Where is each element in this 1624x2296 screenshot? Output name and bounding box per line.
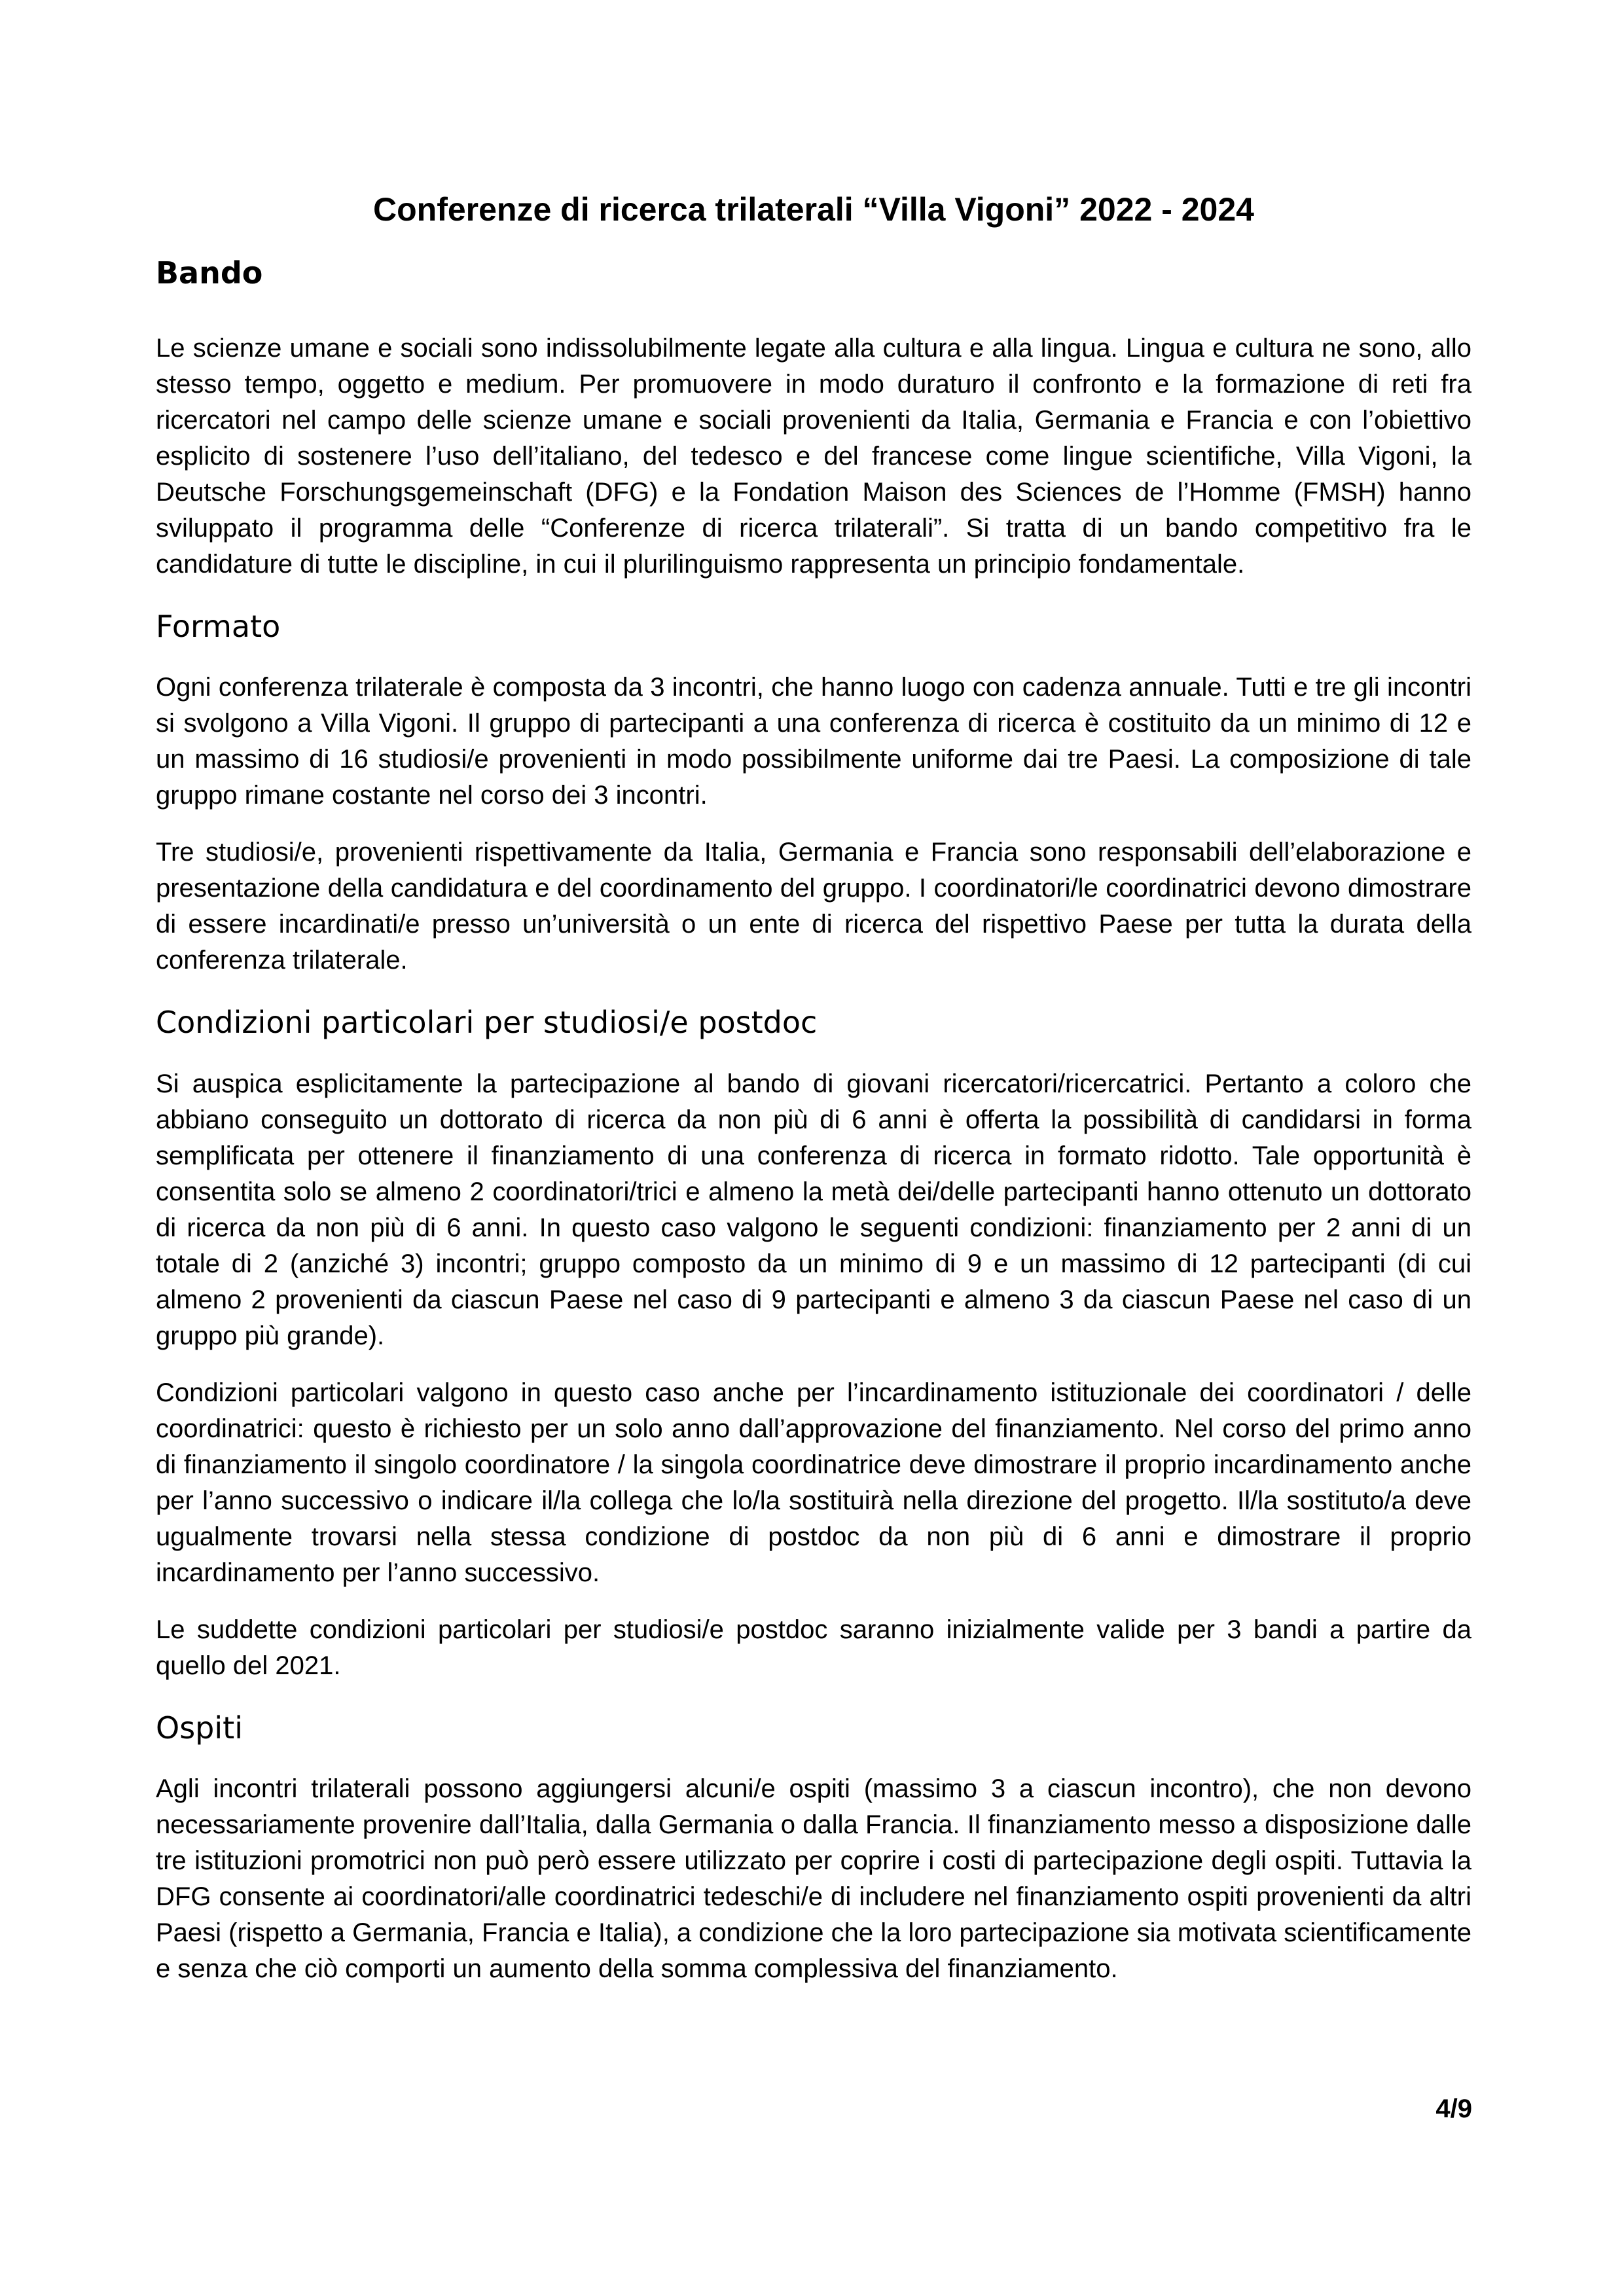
section-heading-bando: Bando: [156, 255, 263, 291]
paragraph-postdoc-3: Le suddette condizioni particolari per studiosi/e postdoc saranno inizialmente valide per 3 bandi a partire da quello del 2021.: [156, 1615, 1471, 1680]
page-number: 4/9: [1435, 2094, 1472, 2123]
paragraph-bando-1: Le scienze umane e sociali sono indissolubilmente legate alla cultura e alla lingua. Lingua e cultura ne sono, allo stesso tempo, oggetto e medium. Per promuovere in modo duraturo il confronto e la formazione di reti fra ricercatori nel campo delle scienze umane e sociali provenienti da Italia, Germania e Francia e con l’obiettivo esplicito di sostenere l’uso dell’italiano, del tedesco e del francese come lingue scientifiche, Villa Vigoni, la Deutsche Forschungsgemeinschaft (DFG) e la Fondation Maison des Sciences de l’Homme (FMSH) hanno sviluppato il programma delle “Conferenze di ricerca trilaterali”. Si tratta di un bando competitivo fra le candidature di tutte le discipline, in cui il plurilinguismo rappresenta un principio fondamentale.: [156, 334, 1471, 579]
paragraph-ospiti-1: Agli incontri trilaterali possono aggiungersi alcuni/e ospiti (massimo 3 a ciascun incontro), che non devono necessariamente provenire dall’Italia, dalla Germania o dalla Francia. Il finanziamento messo a disposizione dalle tre istituzioni promotrici non può però essere utilizzato per coprire i costi di partecipazione degli ospiti. Tuttavia la DFG consente ai coordinatori/alle coordinatrici tedeschi/e di includere nel finanziamento ospiti provenienti da altri Paesi (rispetto a Germania, Francia e Italia), a condizione che la loro partecipazione sia motivata scientificamente e senza che ciò comporti un aumento della somma complessiva del finanziamento.: [156, 1774, 1471, 1983]
paragraph-postdoc-1: Si auspica esplicitamente la partecipazione al bando di giovani ricercatori/ricercatrici. Pertanto a coloro che abbiano conseguito un dottorato di ricerca da non più di 6 anni è offerta la possibilità di candidarsi in forma semplificata per ottenere il finanziamento di una conferenza di ricerca in formato ridotto. Tale opportunità è consentita solo se almeno 2 coordinatori/trici e almeno la metà dei/delle partecipanti hanno ottenuto un dottorato di ricerca da non più di 6 anni. In questo caso valgono le seguenti condizioni: finanziamento per 2 anni di un totale di 2 (anziché 3) incontri; gruppo composto da un minimo di 9 e un massimo di 12 partecipanti (di cui almeno 2 provenienti da ciascun Paese nel caso di 9 partecipanti e almeno 3 da ciascun Paese nel caso di un gruppo più grande).: [156, 1069, 1471, 1350]
document-title: Conferenze di ricerca trilaterali “Villa Vigoni” 2022 - 2024: [373, 191, 1254, 228]
paragraph-formato-2: Tre studiosi/e, provenienti rispettivamente da Italia, Germania e Francia sono responsabili dell’elaborazione e presentazione della candidatura e del coordinamento del gruppo. I coordinatori/le coordinatrici devono dimostrare di essere incardinati/e presso un’università o un ente di ricerca del rispettivo Paese per tutta la durata della conferenza trilaterale.: [156, 838, 1471, 975]
paragraph-formato-1: Ogni conferenza trilaterale è composta da 3 incontri, che hanno luogo con cadenza annuale. Tutti e tre gli incontri si svolgono a Villa Vigoni. Il gruppo di partecipanti a una conferenza di ricerca è costituito da un minimo di 12 e un massimo di 16 studiosi/e provenienti in modo possibilmente uniforme dai tre Paesi. La composizione di tale gruppo rimane costante nel corso dei 3 incontri.: [156, 673, 1471, 810]
section-heading-formato: Formato: [156, 609, 281, 645]
paragraph-postdoc-2: Condizioni particolari valgono in questo caso anche per l’incardinamento istituzionale dei coordinatori / delle coordinatrici: questo è richiesto per un solo anno dall’approvazione del finanziamento. Nel corso del primo anno di finanziamento il singolo coordinatore / la singola coordinatrice deve dimostrare il proprio incardinamento anche per l’anno successivo o indicare il/la collega che lo/la sostituirà nella direzione del progetto. Il/la sostituto/a deve ugualmente trovarsi nella stessa condizione di postdoc da non più di 6 anni e dimostrare il proprio incardinamento per l’anno successivo.: [156, 1378, 1471, 1587]
page-content: [156, 190, 1471, 2008]
section-heading-postdoc: Condizioni particolari per studiosi/e postdoc: [156, 1005, 818, 1041]
section-heading-ospiti: Ospiti: [156, 1710, 243, 1746]
